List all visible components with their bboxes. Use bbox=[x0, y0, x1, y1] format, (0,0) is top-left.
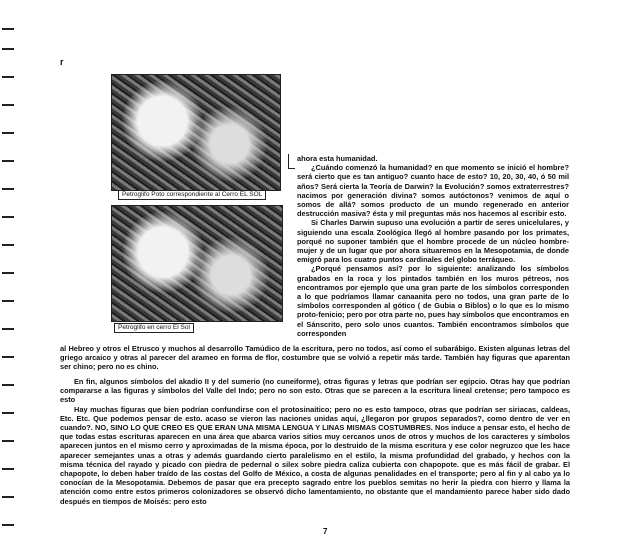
photo-caption-1: Petroglifo Poto correspondiente al Cerro EL SOL bbox=[118, 190, 266, 200]
bottom-text bbox=[60, 377, 570, 506]
column-bracket bbox=[288, 154, 295, 169]
paragraph: Si Charles Darwin supuso una evolución a partir de seres unicelulares, y siguiendo una escala Zoológica llegó al hombre pasando por los primates, porqué no suponer también que el hombre procede de un núcleo hombre-mujer y de un lugar que por ahora situaremos en la Mesopotamia, de donde emigró para los cuatro puntos cardinales del globo terráqueo. bbox=[297, 218, 569, 265]
margin-dashes bbox=[2, 0, 18, 547]
paragraph: ahora esta humanidad. bbox=[297, 154, 378, 163]
photo-caption-2: Petroglifo en cerro El Sol bbox=[114, 323, 194, 333]
petroglyph-photo-2 bbox=[111, 205, 283, 322]
page-number: 7 bbox=[323, 527, 328, 536]
paragraph: Hay muchas figuras que bien podrían confundirse con el protosinaítico; pero no es esto tampoco, otras que podrían ser siriacas, caldeas, Etc. Etc. Que podemos pensar de esto. acaso se vieron las naciones unidas aquí, ¿llegaron por grupos separados?, como dentro de ver en cuando?. NO, SINO LO QUE CREO ES QUE ERAN UNA MISMA LENGUA Y LINAS MISMAS COSTUMBRES. Nos induce a pensar esto, el hecho de que todas estas escrituras aparecen en una área que abarca varios sitios muy cercanos unos de otros y muchos de los caracteres y símbolos aparecen juntos en el mismo cerro y aproximadas de la misma época, por lo destruido de la misma escritura y ese color negruzco que les hace aparecer semejantes unas a otras y además guardando cierto paralelismo en el estilo, la misma profundidad del grabado, y hechos con la misma técnica del rayado y picado con piedra de pedernal o silex sobre piedra caliza cubierta con chapopote. que es más fácil de grabar. El chapopote, lo deben haber traído de las costas del Golfo de México, a costa de algunas penalidades en el transporte; pero al fin y al cabo ya lo conocían de la Mesopotamia. Debemos de pasar que era precepto sagrado entre los pueblos semitas no herir la piedra con hierro y llama la atención como entre estos primeros colonizadores se observó dicho lamentamiento, no obstante que el mandamiento parece haber sido dado después en tiempos de Moisés: pero esto bbox=[60, 404, 570, 506]
full-width-text bbox=[60, 344, 570, 372]
corner-mark: r bbox=[60, 57, 64, 67]
petroglyph-photo-1 bbox=[111, 74, 281, 191]
paragraph: En fin, algunos símbolos del akadio II y del sumerio (no cuneiforme), otras figuras y letras que podrían ser egipcio. Otras hay que podrían compararse a las figuras y símbolos del Valle del Indo; pero no son esto. Otras que se parecen a la escritura lineal cretense; pero tampoco es esto bbox=[60, 377, 570, 405]
paragraph: ¿Cuándo comenzó la humanidad? en que momento se inició el hombre? será cierto que es tan antiguo? cuanto hace de esto? 10, 20, 30, 40, ó 50 mil años? Será cierta la Teoría de Darwin? la Evolución? somos extraterrestres? nacimos por generación divina? somos autóctonos? venimos de aquí o somos de allá? somos producto de un mundo regenerado en anterior destrucción masiva? ésta y mil preguntas más nos hacemos al escribir esto. bbox=[297, 163, 569, 219]
right-column-text bbox=[297, 154, 569, 338]
paragraph: ¿Porqué pensamos así? por lo siguiente: analizando los símbolos grabados en la roca y los pintados también en los muros pétreos, nos encontramos por ejemplo que una gran parte de los símbolos corresponden a lo que podríamos llamar canaanita pero no todos, una gran parte de lo símbolos corresponden al gótico ( de Gubia o Biblos) o lo que es lo mismo proto-fenicio; pero por otra parte no, pues hay símbolos que encontramos en el Sánscrito, pero solo unos cuantos. También encontramos símbolos que corresponden bbox=[297, 264, 569, 338]
paragraph: al Hebreo y otros el Etrusco y muchos al desarrollo Tamúdico de la escritura, pero no todos, así como el subarábigo. Existen algunas letras del griego arcaico y otras al parecer del arameo en forma de flor, costumbre que se volvió a repetir más tarde. También hay figuras que aparentan ser chino; pero no es chino. bbox=[60, 344, 570, 372]
